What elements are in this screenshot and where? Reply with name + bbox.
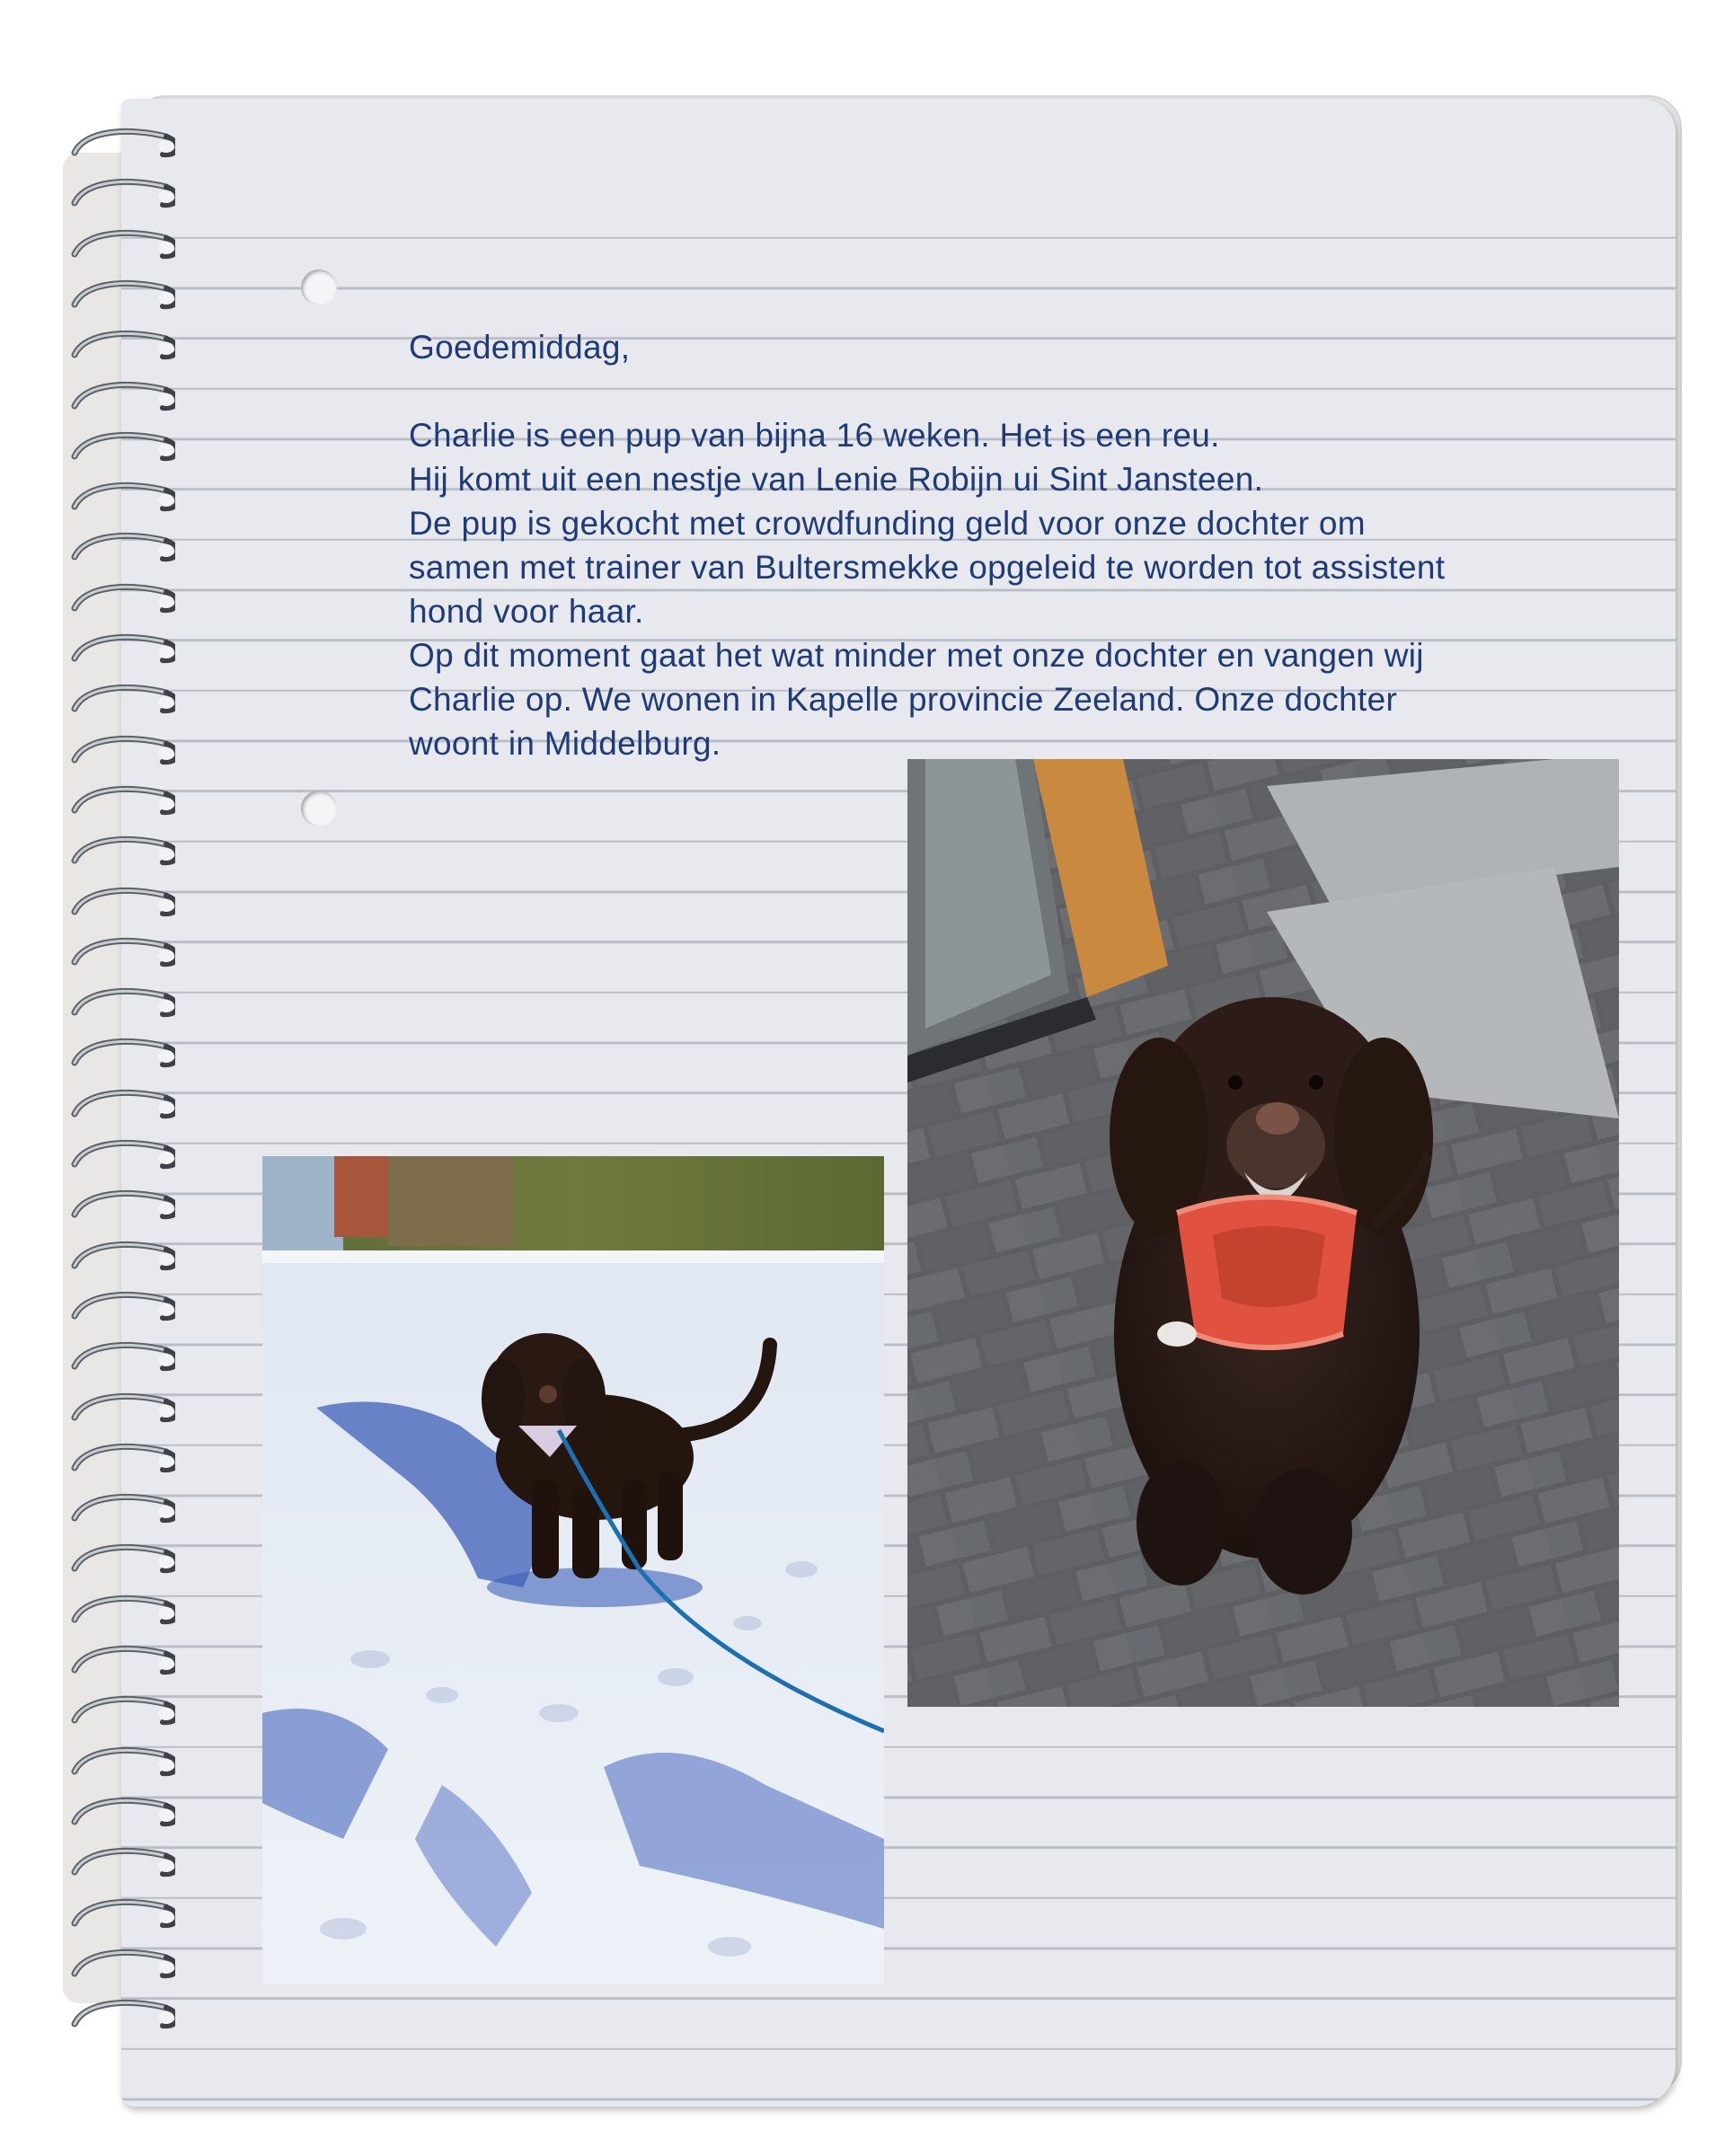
snow-photo-illustration	[262, 1156, 884, 1984]
spiral-coil	[67, 632, 175, 667]
letter-line: hond voor haar.	[409, 593, 644, 630]
letter-line: Charlie op. We wonen in Kapelle provincie Zeeland. Onze dochter	[409, 681, 1398, 718]
spiral-coil	[67, 733, 175, 769]
punch-hole-top	[301, 270, 337, 305]
spiral-coil	[67, 126, 175, 162]
dog-nose	[539, 1385, 557, 1403]
spiral-coil	[67, 429, 175, 465]
dog-ear-right	[1334, 1038, 1433, 1235]
spiral-coil	[67, 1542, 175, 1577]
letter-line: Op dit moment gaat het wat minder met onze dochter en vangen wij	[409, 637, 1424, 674]
spiral-coil	[67, 1491, 175, 1527]
spiral-coil	[67, 1997, 175, 2033]
punch-hole-middle	[301, 791, 337, 826]
dog-leg	[532, 1480, 559, 1578]
spiral-coil	[67, 985, 175, 1021]
spiral-coil	[67, 1745, 175, 1780]
blank-line	[409, 369, 1649, 413]
dog-nose	[1256, 1102, 1299, 1135]
dog-with-red-harness-photo	[907, 759, 1619, 1707]
letter-line: woont in Middelburg.	[409, 725, 721, 762]
spiral-binding	[67, 126, 184, 2012]
spiral-coil	[67, 1845, 175, 1881]
spiral-coil	[67, 1289, 175, 1325]
dog-leg	[658, 1471, 683, 1560]
spiral-coil	[67, 1795, 175, 1831]
spiral-coil	[67, 1391, 175, 1427]
spiral-coil	[67, 530, 175, 566]
spiral-coil	[67, 935, 175, 971]
harness-photo-illustration	[907, 759, 1619, 1707]
letter-line: De pup is gekocht met crowdfunding geld voor onze dochter om	[409, 505, 1366, 542]
spiral-coil	[67, 885, 175, 921]
spiral-coil	[67, 227, 175, 263]
spiral-coil	[67, 379, 175, 415]
letter-line: Hij komt uit een nestje van Lenie Robijn ui Sint Jansteen.	[409, 461, 1264, 498]
spiral-coil	[67, 1896, 175, 1932]
spiral-coil	[67, 834, 175, 870]
spiral-coil	[67, 1339, 175, 1375]
spiral-coil	[67, 1239, 175, 1275]
spiral-coil	[67, 1441, 175, 1477]
spiral-coil	[67, 1947, 175, 1983]
puppy-in-snow-photo	[262, 1156, 884, 1984]
spiral-coil	[67, 1137, 175, 1173]
spiral-coil	[67, 278, 175, 314]
letter-greeting: Goedemiddag,	[409, 329, 631, 366]
letter-line: samen met trainer van Bultersmekke opgeleid te worden tot assistent	[409, 549, 1446, 586]
spiral-coil	[67, 1087, 175, 1123]
spiral-coil	[67, 480, 175, 516]
spiral-coil	[67, 1593, 175, 1629]
spiral-coil	[67, 581, 175, 617]
spiral-coil	[67, 682, 175, 718]
spiral-coil	[67, 1693, 175, 1729]
spiral-coil	[67, 1036, 175, 1072]
letter-line: Charlie is een pup van bijna 16 weken. Het is een reu.	[409, 417, 1220, 454]
spiral-coil	[67, 328, 175, 364]
letter-text	[409, 325, 1649, 765]
spiral-coil	[67, 1188, 175, 1224]
spiral-coil	[67, 783, 175, 819]
dog-leg	[622, 1480, 647, 1569]
dog-leg	[572, 1489, 599, 1578]
brick-building	[334, 1156, 388, 1237]
sky	[262, 1156, 343, 1255]
spiral-coil	[67, 176, 175, 212]
spiral-coil	[67, 1643, 175, 1679]
